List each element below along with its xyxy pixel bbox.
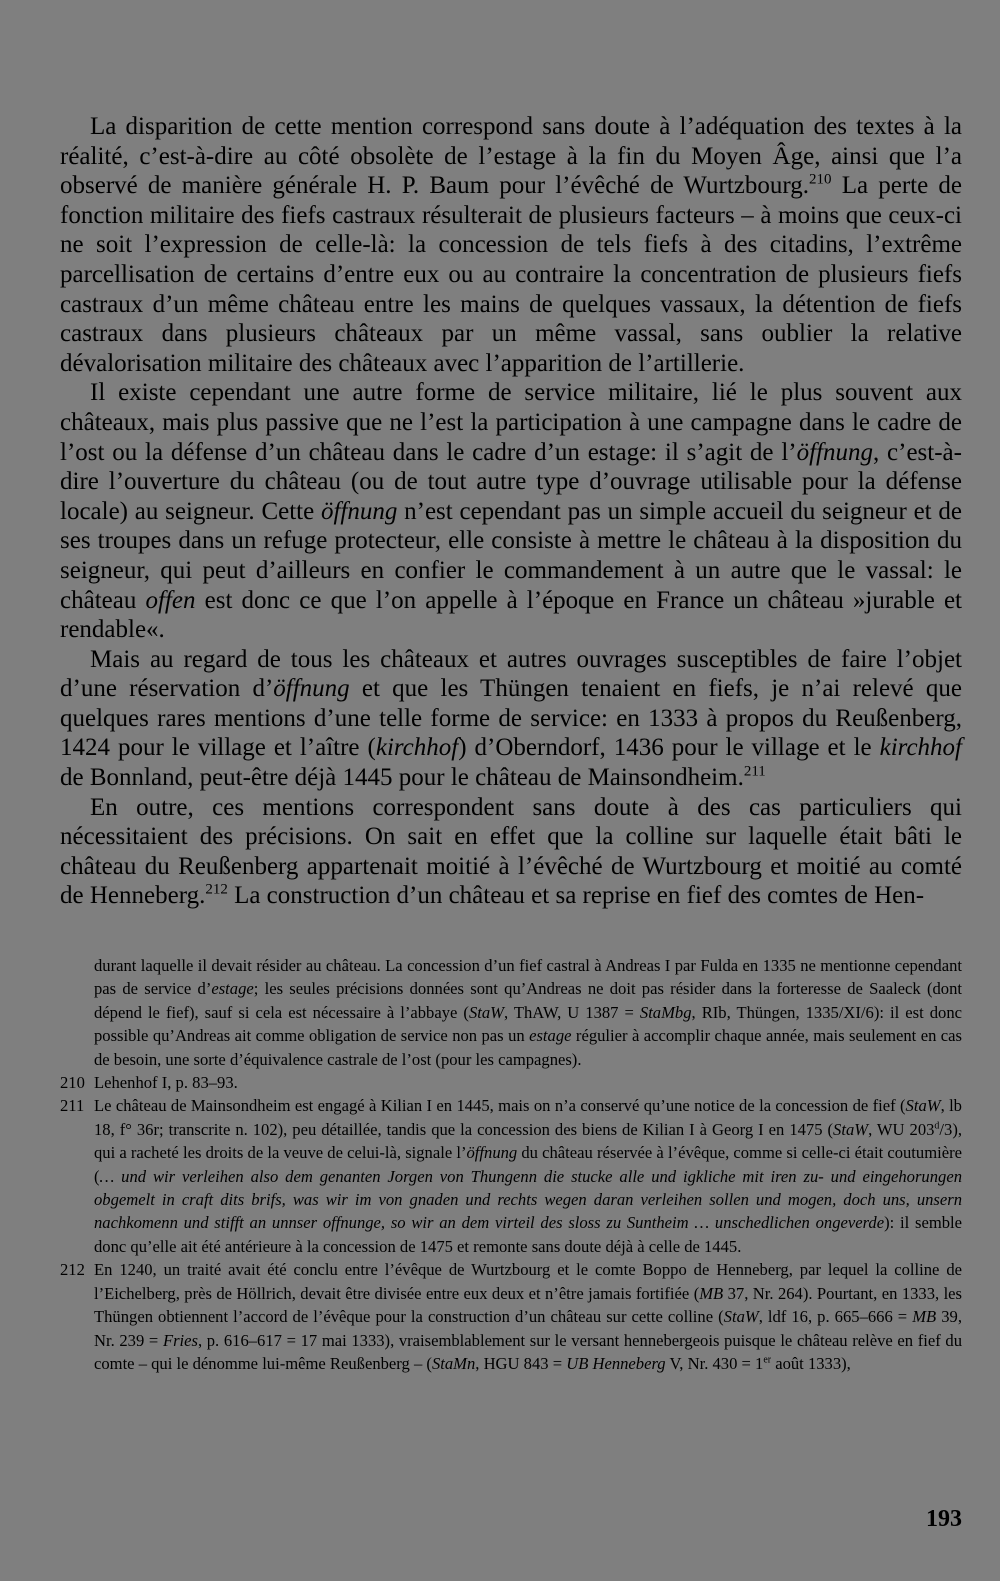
italic-run: offen <box>145 586 196 614</box>
text-run: , lb 18, f° 36r; transcrite n. 102), peu détaillée, tandis que la concession des biens de Kilian I à Georg I en 1475 ( <box>94 1096 962 1139</box>
note-reference: 210 <box>809 171 832 188</box>
footnote-text <box>94 956 962 1069</box>
italic-run: StaW <box>905 1096 941 1116</box>
text-run: , ThAW, U 1387 = <box>503 1002 640 1022</box>
italic-run: estage <box>529 1026 572 1046</box>
text-run: Mais au regard de tous les châteaux et autres ouvrages susceptibles de faire l’objet d’une réservation d’ <box>60 645 962 703</box>
text-run: 37, Nr. 264). Pourtant, en 1333, les Thüngen obtiennent l’accord de l’évêque pour la construction d’un château sur cette colline ( <box>94 1283 963 1327</box>
text-run: Le château de Mainsondheim est engagé à Kilian I en 1445, mais on n’a conservé qu’une notice de la concession de fief ( <box>94 1096 906 1116</box>
italic-run: estage <box>211 979 254 999</box>
text-run: , ldf 16, p. 665–666 = <box>758 1307 913 1327</box>
text-run: La construction d’un château et sa reprise en fief des comtes de Hen- <box>227 882 925 910</box>
text-run: est donc ce que l’on appelle à l’époque en France un château »jurable et rendable«. <box>60 586 963 644</box>
text-run: et que les Thüngen tenaient en fiefs, je n’ai relevé que quelques rares mentions d’une telle forme de service: en 1333 à propos du Reußenberg, 1424 pour le village et l’aître ( <box>60 675 962 762</box>
page-number: 193 <box>926 1506 962 1532</box>
text-run: En 1240, un traité avait été conclu entre l’évêque de Wurtzbourg et le comte Boppo de Henneberg, par lequel la colline de l’Eichelberg, près de Höllrich, devait être divisée entre eux deux et n’être jamais fortifiée ( <box>94 1260 962 1303</box>
note-reference: d <box>934 1120 940 1132</box>
text-run: En outre, ces mentions correspondent sans doute à des cas particuliers qui nécessitaient des précisions. On sait en effet que la colline sur laquelle était bâti le château du Reußenberg appartenait moitié à l’évêché de Wurtzbourg et moitié au comté de Henneberg. <box>60 793 962 910</box>
text-run: Il existe cependant une autre forme de service militaire, lié le plus souvent aux châteaux, mais plus passive que ne l’est la participation à une campagne dans le cadre de l’ost ou la défense d’un château dans le cadre d’un estage: il s’agit de l’ <box>60 379 962 466</box>
text-run: ): il semble donc qu’elle ait été antérieure à la concession de 1475 et remonte sans doute déjà à celle de 1445. <box>94 1213 963 1256</box>
text-run: durant laquelle il devait résider au château. La concession d’un fief castral à Andreas I par Fulda en 1335 ne mentionne cependant pas de service d’ <box>94 956 962 999</box>
italic-run: StaW <box>833 1119 869 1139</box>
text-run: , HGU 843 = <box>475 1353 567 1373</box>
footnote-text <box>94 1096 962 1255</box>
main-text <box>60 112 962 911</box>
footnote-continuation <box>60 954 962 1071</box>
text-run: La perte de fonction militaire des fiefs castraux résulterait de plusieurs facteurs – à moins que ceux-ci ne soit l’expression de celle-là: la concession de tels fiefs à des citadins, l’extrême parcellisation de certains d’entre eux ou au contraire la concentration de plusieurs fiefs castraux d’un même château entre les mains de quelques vassaux, la détention de fiefs castraux dans plusieurs châteaux par un même vassal, sans oublier la relative dévalorisation militaire des châteaux avec l’apparition de l’artillerie. <box>60 172 962 377</box>
italic-run: öffnung <box>320 497 398 525</box>
italic-run: öffnung <box>466 1143 518 1163</box>
text-run: V, Nr. 430 = 1 <box>665 1353 764 1373</box>
italic-run: StaMbg <box>639 1002 692 1022</box>
footnote-text <box>94 1260 962 1373</box>
text-run: Lehenhof I, p. 83–93. <box>94 1073 238 1093</box>
footnote-210 <box>60 1071 962 1094</box>
text-run: ) d’Oberndorf, 1436 pour le village et le <box>458 734 880 762</box>
italic-run: öffnung <box>796 438 873 466</box>
paragraph <box>60 645 962 793</box>
italic-run: UB Henneberg <box>566 1353 666 1373</box>
italic-run: StaW <box>723 1307 759 1327</box>
footnote-211 <box>60 1094 962 1258</box>
footnote-212 <box>60 1258 962 1375</box>
italic-run: MB <box>912 1307 937 1327</box>
note-reference: 211 <box>743 763 766 780</box>
text-run: n’est cependant pas un simple accueil du seigneur et de ses troupes dans un refuge protecteur, elle consiste à mettre le château à la disposition du seigneur, qui peut d’ailleurs en confier le commandement à un autre que le vassal: le château <box>60 497 962 614</box>
paragraph <box>60 378 962 644</box>
italic-run: MB <box>699 1283 724 1303</box>
footnote-number: 211 <box>60 1096 85 1116</box>
paragraph <box>60 793 962 911</box>
text-run: , c’est-à-dire l’ouverture du château (ou de tout autre type d’ouvrage utilisable pour la défense locale) au seigneur. Cette <box>60 438 962 525</box>
footnote-number: 210 <box>60 1073 85 1093</box>
italic-run: StaMn <box>431 1353 476 1373</box>
footnote-number: 212 <box>60 1260 85 1280</box>
italic-run: kirchhof <box>375 734 459 762</box>
italic-run: kirchhof <box>879 734 962 762</box>
italic-run: … und wir verleihen also dem genanten Jorgen von Thungenn die stucke alle und igkliche mit iren zu- und eingehorungen obgemelt in craft dits brifs, was wir im von gnaden und rechts wegen daran verleihen sollen und mogen, doch uns, unsern nachkomenn und stifft an unnser offnunge, so wir an dem virteil des sloss zu Suntheim … unschedlichen ongeverde <box>94 1166 962 1233</box>
italic-run: Fries <box>162 1330 198 1350</box>
text-run: La disparition de cette mention correspond sans doute à l’adéquation des textes à la réalité, c’est-à-dire au côté obsolète de l’estage à la fin du Moyen Âge, ainsi que l’a observé de manière générale H. P. Baum pour l’évêché de Wurtzbourg. <box>60 113 962 200</box>
text-run: du château réservée à l’évêque, comme si celle-ci était coutumière ( <box>94 1143 962 1186</box>
text-run: 39, Nr. 239 = <box>94 1307 962 1350</box>
note-reference: er <box>763 1354 772 1366</box>
text-run: , WU 203 <box>868 1119 935 1139</box>
page <box>60 112 963 1373</box>
text-run: , RIb, Thüngen, 1335/XI/6): il est donc possible qu’Andreas ait comme obligation de service non pas un <box>94 1002 962 1046</box>
text-run: de Bonnland, peut-être déjà 1445 pour le château de Mainsondheim. <box>60 764 744 792</box>
note-reference: 212 <box>205 882 228 899</box>
text-run: août 1333), <box>771 1353 851 1373</box>
italic-run: öffnung <box>273 675 350 703</box>
text-run: /3), qui a racheté les droits de la veuve de celui-là, signale l’ <box>94 1119 962 1163</box>
italic-run: StaW <box>468 1002 504 1022</box>
text-run: ; les seules précisions données sont qu’Andreas ne doit pas résider dans la forteresse de Saaleck (dont dépend le fief), sauf si cela est nécessaire à l’abbaye ( <box>94 979 962 1022</box>
paragraph <box>60 112 962 378</box>
text-run: , p. 616–617 = 17 mai 1333), vraisemblablement sur le versant hennebergeois puisque le château relève en fief du comte – qui le dénomme lui-même Reußenberg – ( <box>94 1330 963 1373</box>
footnote-text <box>94 1073 238 1092</box>
text-run: régulier à accomplir chaque année, mais seulement en cas de besoin, une sorte d’équivalence castrale de l’ost (pour les campagnes). <box>94 1026 962 1069</box>
footnotes <box>60 954 962 1375</box>
